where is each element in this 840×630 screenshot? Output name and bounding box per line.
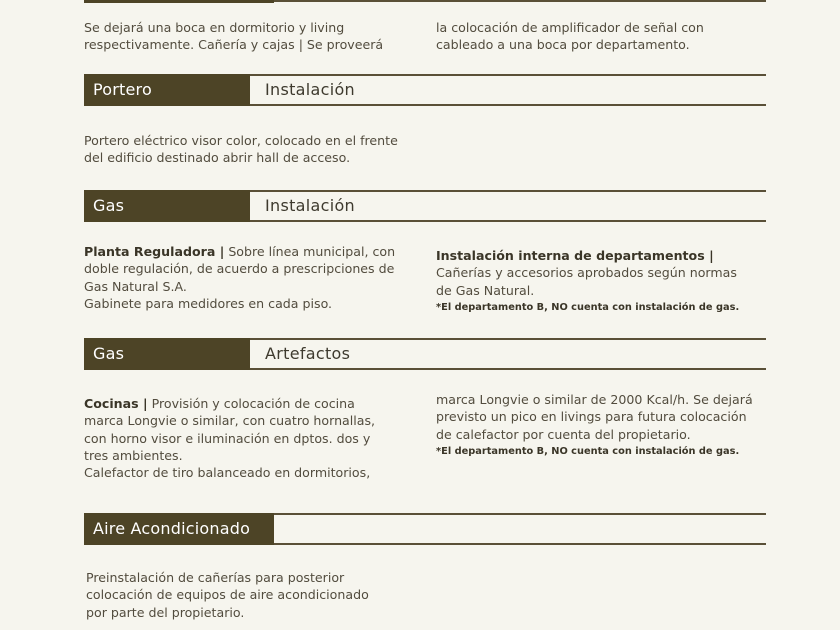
gas-instalacion-right-text [436,247,739,316]
portero-line: Portero eléctrico visor color, colocado en el frente [84,133,398,148]
gas-instalacion-right-line: Cañerías y accesorios aprobados según normas [436,265,737,281]
intro-right-line: la colocación de amplificador de señal con [436,20,704,35]
planta-reguladora-title: Planta Reguladora | [84,244,225,259]
portero-line: del edificio destinado abrir hall de acceso. [84,150,351,166]
gas-artefactos-left-line: marca Longvie o similar, con cuatro hornallas, [84,413,376,429]
gas-artefactos-left-line: tres ambientes. [84,447,183,463]
gas-instalacion-right-line: de Gas Natural. [436,282,535,298]
gas-artefactos-left-line: con horno visor e iluminación en dptos. dos y [84,430,371,446]
planta-reguladora-text: Sobre línea municipal, con [224,244,396,259]
section-label: Aire Acondicionado [84,513,274,545]
gas-artefactos-right-line: previsto un pico en livings para futura colocación [436,409,747,425]
section-label: Gas [84,338,250,370]
section-header-gas-artefactos [84,338,766,370]
instalacion-interna-title: Instalación interna de departamentos | [436,248,714,263]
gas-instalacion-left-line: doble regulación, de acuerdo a prescripciones de [84,261,395,277]
gas-instalacion-left-first-line [84,243,395,260]
gas-artefactos-right-text [436,391,753,460]
section-sub-label: Artefactos [265,344,351,363]
aire-text [86,569,369,621]
intro-left-text [84,19,383,54]
gas-instalacion-left-line: Gas Natural S.A. [84,278,187,294]
gas-instalacion-left-line: Gabinete para medidores en cada piso. [84,295,333,311]
intro-left-line: respectivamente. Cañería y cajas | Se proveerá [84,37,384,53]
section-header-aire-acondicionado [84,513,766,545]
cocinas-title: Cocinas | [84,396,148,411]
cocinas-text: Provisión y colocación de cocina [147,396,355,411]
section-label: Portero [84,74,250,106]
gas-instalacion-left-text [84,243,395,312]
previous-section-label-edge [84,0,274,3]
gas-instalacion-right-title-line [436,247,739,264]
section-sub-label: Instalación [265,196,355,215]
previous-section-header-edge [84,0,766,3]
gas-artefactos-left-first-line [84,395,375,412]
gas-artefactos-note: *El departamento B, NO cuenta con instalación de gas. [436,445,740,457]
section-label: Gas [84,190,250,222]
gas-artefactos-right-line: de calefactor por cuenta del propietario. [436,426,691,442]
section-header-gas-instalacion [84,190,766,222]
intro-left-line: Se dejará una boca en dormitorio y living [84,20,345,35]
aire-line: colocación de equipos de aire acondicionado [86,587,369,603]
intro-right-text [436,19,704,54]
previous-section-line-edge [274,0,766,2]
section-sub-label: Instalación [265,80,355,99]
gas-artefactos-left-line: Calefactor de tiro balanceado en dormitorios, [84,465,371,481]
gas-artefactos-right-line: marca Longvie o similar de 2000 Kcal/h. Se dejará [436,392,753,407]
aire-line: por parte del propietario. [86,604,245,620]
portero-text [84,132,398,167]
gas-artefactos-left-text [84,395,375,481]
intro-right-line: cableado a una boca por departamento. [436,37,690,53]
aire-line: Preinstalación de cañerías para posterior [86,570,345,585]
gas-instalacion-note: *El departamento B, NO cuenta con instalación de gas. [436,301,740,313]
section-header-portero [84,74,766,106]
